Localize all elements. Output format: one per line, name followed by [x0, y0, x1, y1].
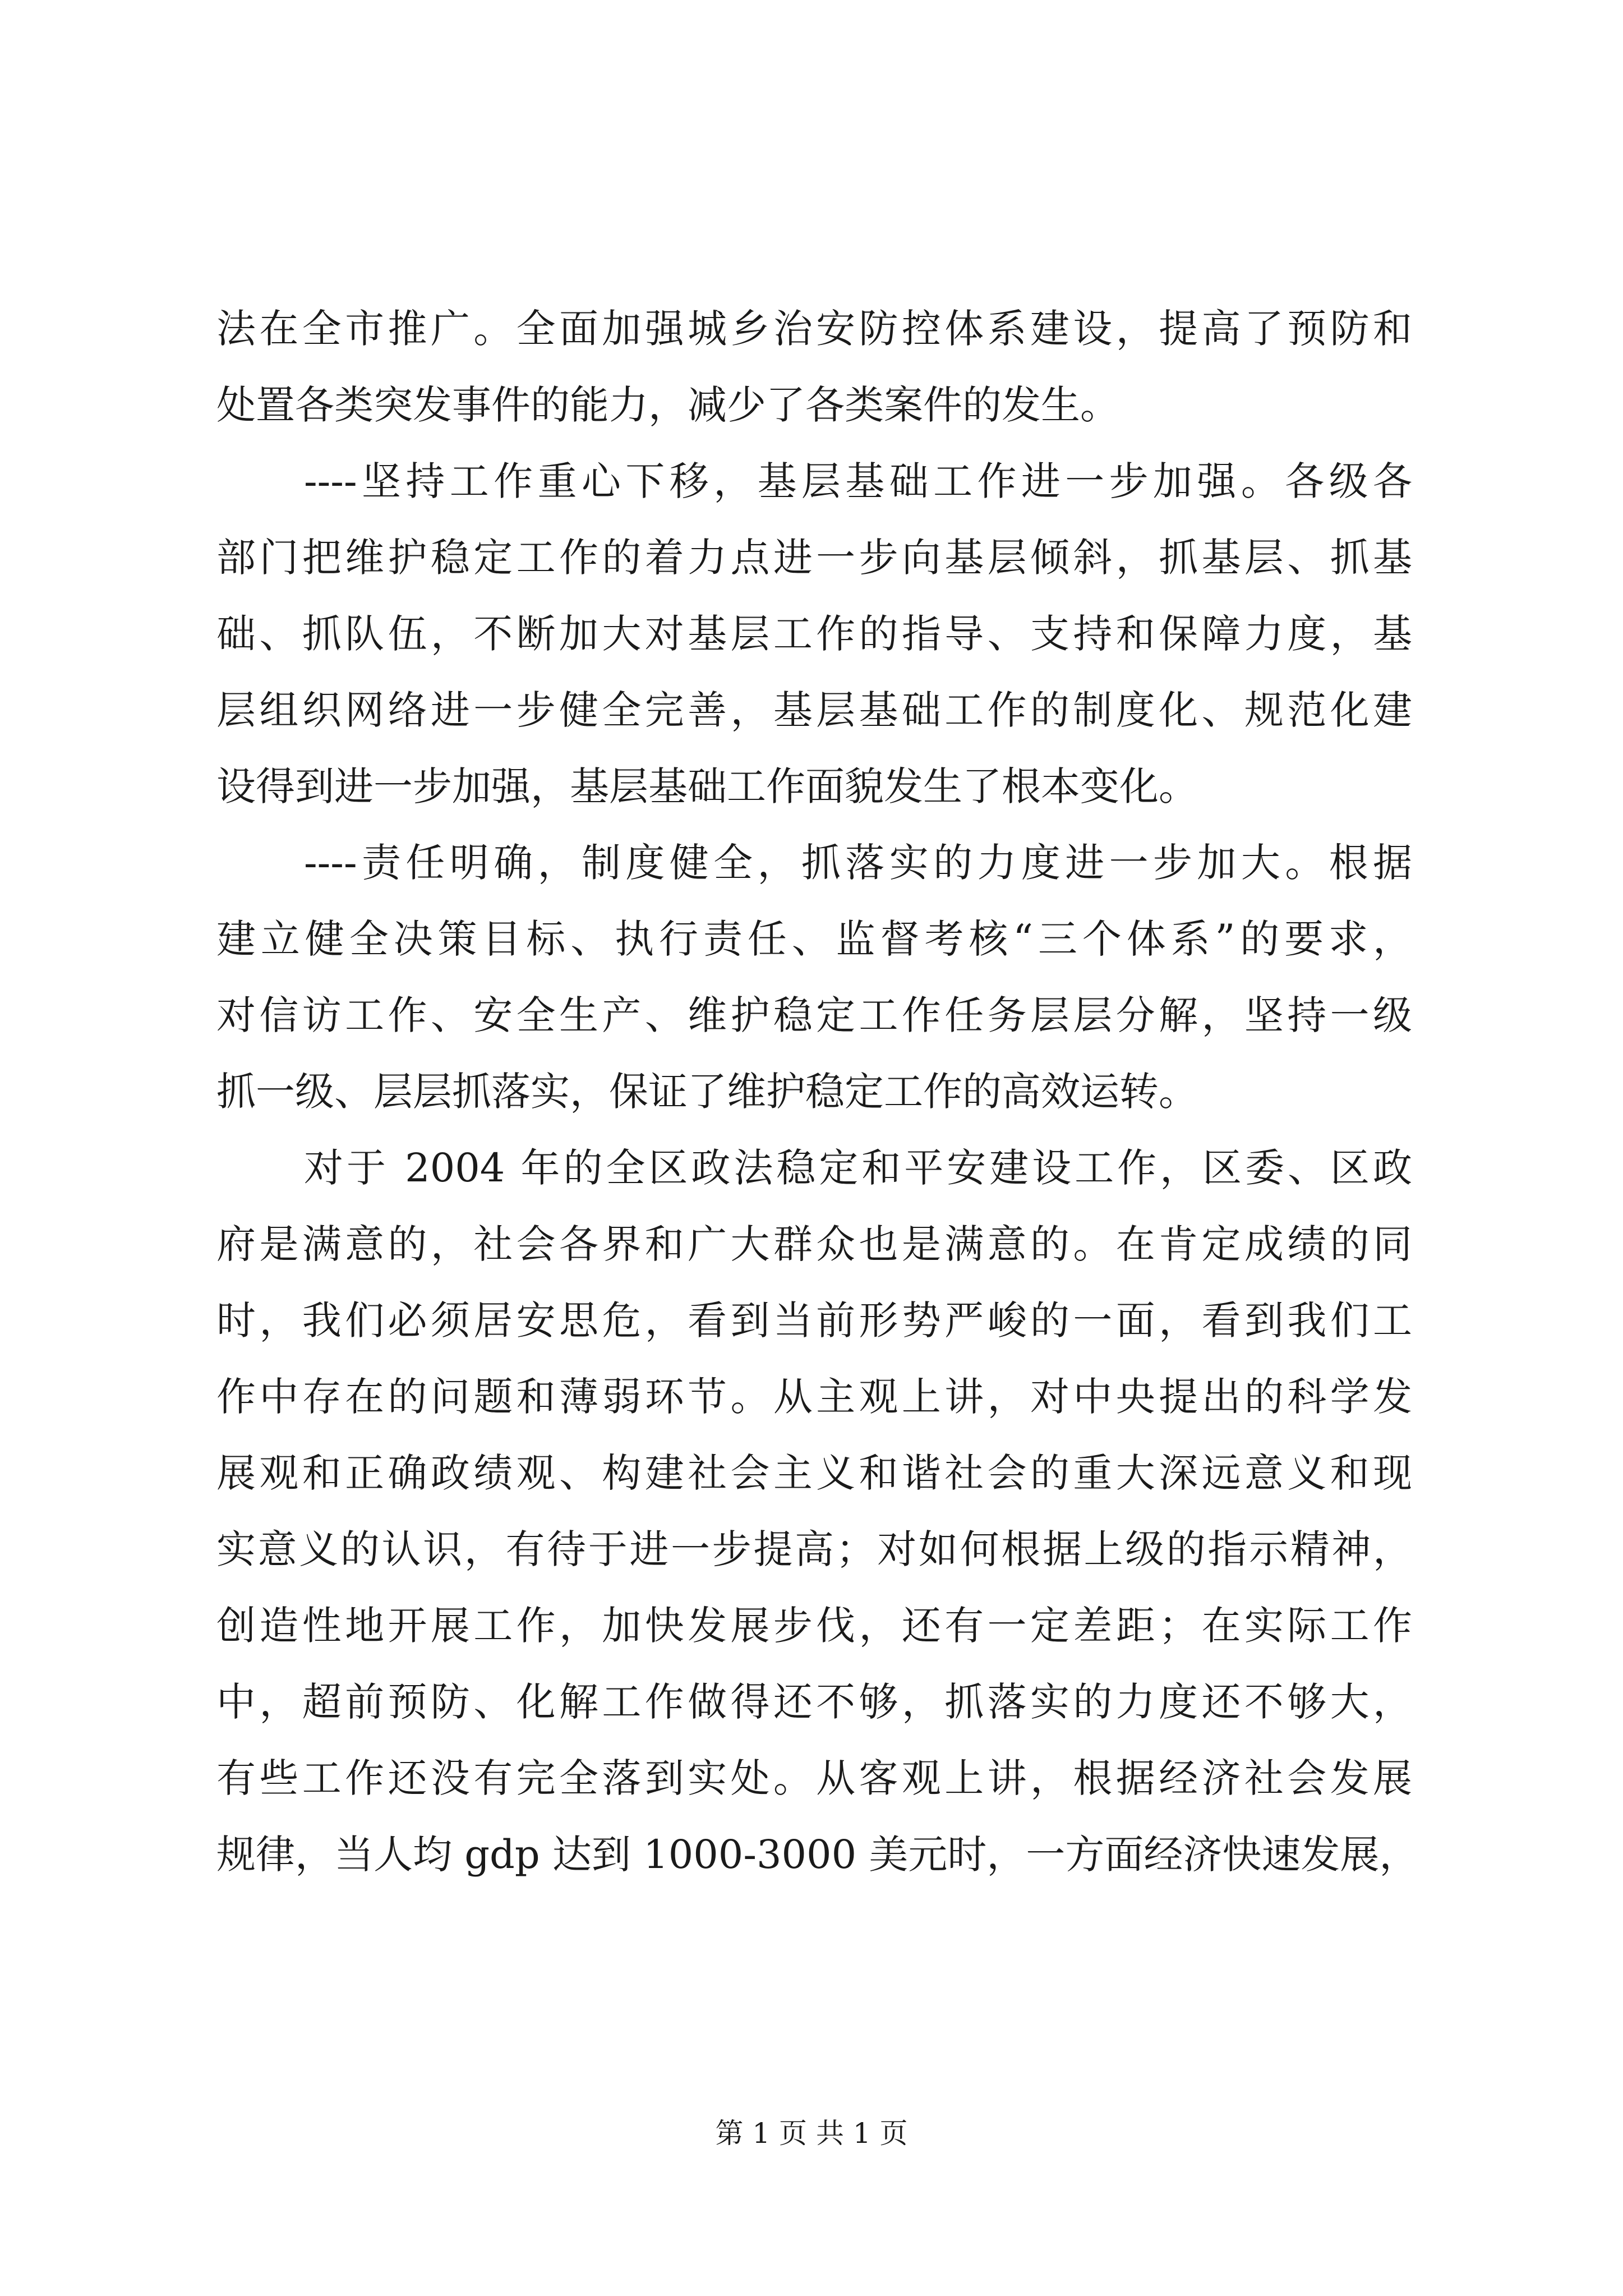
document-body — [216, 291, 1419, 1893]
text-line: 对信访工作、安全生产、维护稳定工作任务层层分解，坚持一级 — [216, 992, 1412, 1038]
text-line: 创造性地开展工作，加快发展步伐，还有一定差距；在实际工作 — [216, 1603, 1412, 1649]
page-footer — [0, 2114, 1623, 2153]
text-line: ----坚持工作重心下移，基层基础工作进一步加强。各级各 — [304, 458, 1412, 504]
text-line: 规律，当人均 gdp 达到 1000-3000 美元时，一方面经济快速发展， — [216, 1832, 1419, 1878]
page-number-label: 第 1 页 共 1 页 — [715, 2117, 908, 2150]
text-line: 有些工作还没有完全落到实处。从客观上讲，根据经济社会发展 — [216, 1755, 1412, 1801]
text-line: 时，我们必须居安思危，看到当前形势严峻的一面，看到我们工 — [216, 1297, 1412, 1343]
text-line: 设得到进一步加强，基层基础工作面貌发生了根本变化。 — [216, 763, 1198, 809]
text-line: 中，超前预防、化解工作做得还不够，抓落实的力度还不够大， — [216, 1679, 1412, 1725]
text-line: 府是满意的，社会各界和广大群众也是满意的。在肯定成绩的同 — [216, 1221, 1412, 1267]
text-line: 处置各类突发事件的能力，减少了各类案件的发生。 — [216, 382, 1119, 428]
text-line: 作中存在的问题和薄弱环节。从主观上讲，对中央提出的科学发 — [216, 1374, 1412, 1420]
text-line: ----责任明确，制度健全，抓落实的力度进一步加大。根据 — [304, 840, 1412, 886]
text-line: 部门把维护稳定工作的着力点进一步向基层倾斜，抓基层、抓基 — [216, 535, 1412, 581]
text-line: 法在全市推广。全面加强城乡治安防控体系建设，提高了预防和 — [216, 306, 1412, 352]
text-line: 抓一级、层层抓落实，保证了维护稳定工作的高效运转。 — [216, 1069, 1198, 1115]
text-line: 展观和正确政绩观、构建社会主义和谐社会的重大深远意义和现 — [216, 1450, 1412, 1496]
text-line: 建立健全决策目标、执行责任、监督考核“三个体系”的要求， — [216, 916, 1412, 962]
text-line: 层组织网络进一步健全完善，基层基础工作的制度化、规范化建 — [216, 687, 1412, 733]
text-line: 实意义的认识，有待于进一步提高；对如何根据上级的指示精神， — [216, 1526, 1412, 1572]
text-line: 对于 2004 年的全区政法稳定和平安建设工作，区委、区政 — [304, 1145, 1412, 1191]
text-line: 础、抓队伍，不断加大对基层工作的指导、支持和保障力度，基 — [216, 611, 1412, 657]
